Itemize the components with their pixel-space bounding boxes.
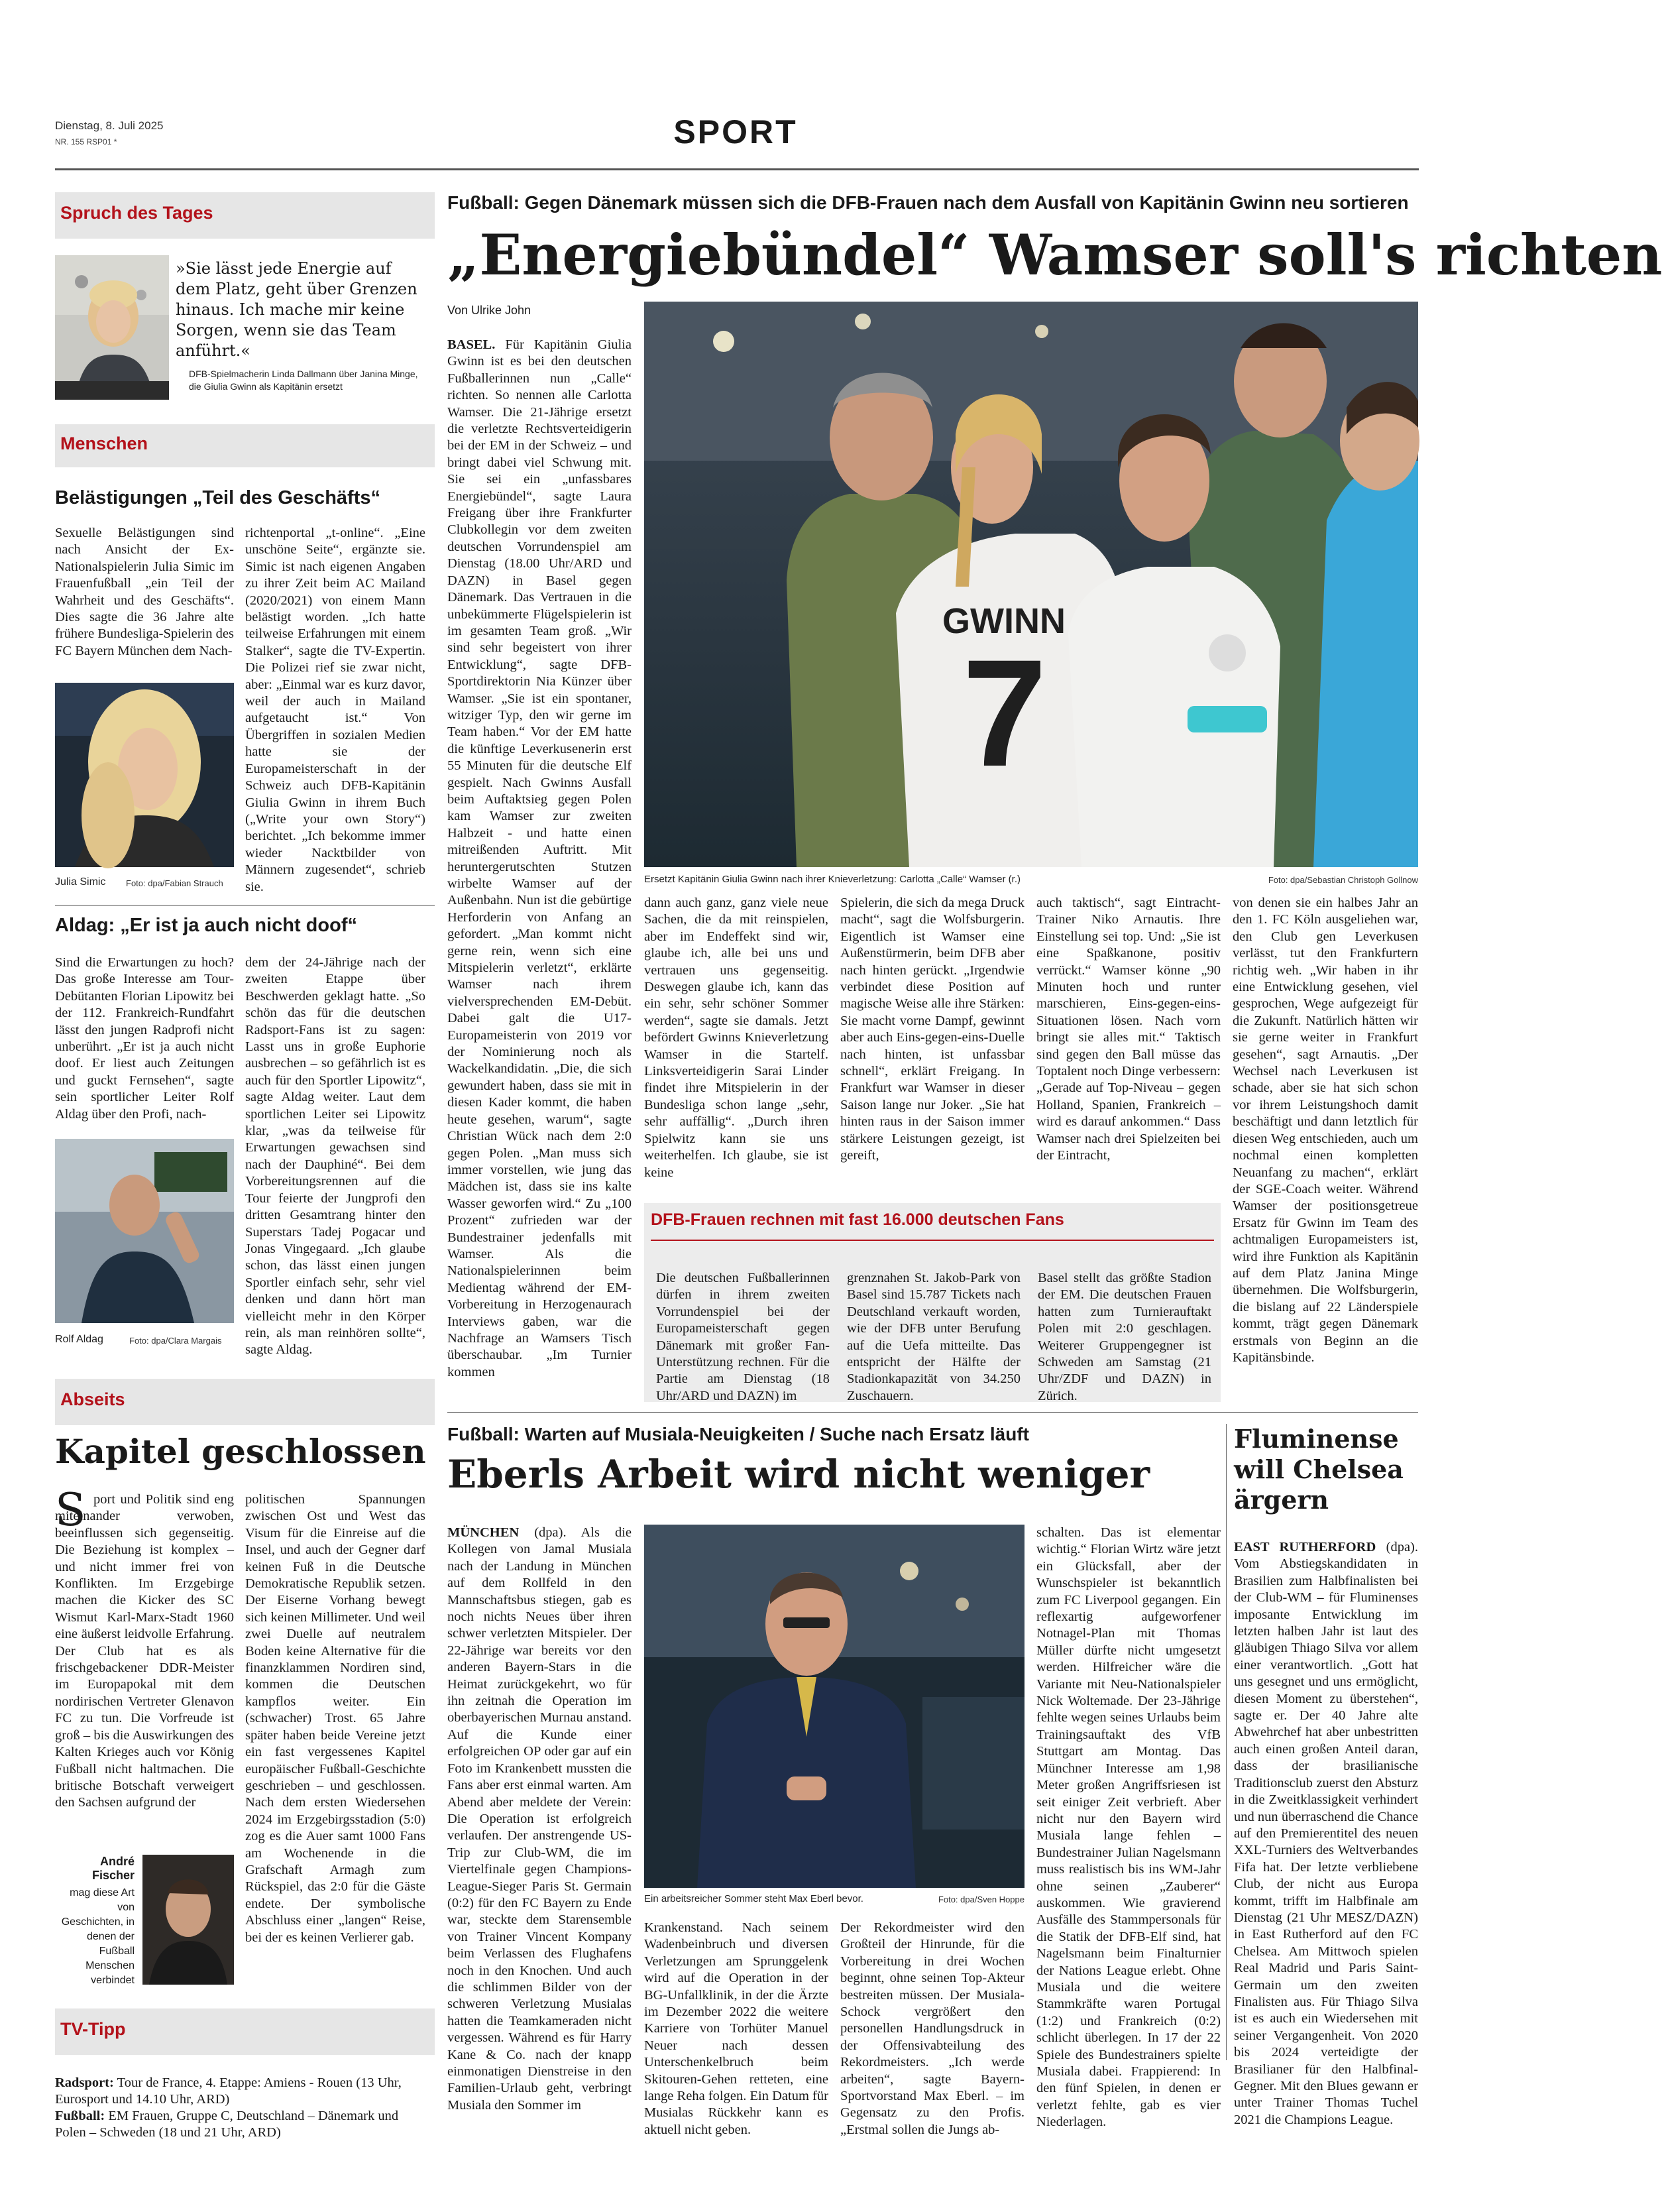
jersey-name: GWINN [942, 601, 1066, 641]
flu-title: Fluminense will Chelsea ärgern [1234, 1424, 1404, 1515]
eberl-title: Eberls Arbeit wird nicht weniger [447, 1452, 1150, 1497]
rolf-aldag-name: Rolf Aldag [55, 1334, 103, 1345]
andre-fischer-photo [142, 1855, 234, 1985]
julia-simic-name: Julia Simic [55, 876, 106, 888]
abseits-author: André Fischer [91, 1855, 135, 1882]
masthead-code: NR. 155 RSP01 * [55, 137, 117, 146]
tvtipp-line2-text: EM Frauen, Gruppe C, Deutschland – Dänemark und Polen – Schweden (18 und 21 Uhr, ARD) [55, 2109, 399, 2140]
flu-text [1234, 1539, 1419, 2127]
fans-col1: Die deutschen Fußballerinnen dürfen in ihrem zweiten Vorrundenspiel bei der Europameisterschaft gegen Dänemark mit großer Fan-Unterstützung rechnen. Für die Partie am Dienstag (18 Uhr/ARD und DAZN) im [656, 1271, 830, 1403]
spruch-header: Spruch des Tages [55, 192, 435, 239]
lead-col1-text: Für Kapitänin Giulia Gwinn ist es bei den deutschen Fußballerinnen nun „Calle“ richten. So nennen alle Carlotta Wamser. Die 21-Jährige ersetzt die verletzte Rechtsverteidigerin bei der EM in der Schweiz – und bringt dabei viel Schwung mit. Sie sei ein „unfassbares Energiebündel“, sagte Laura Freigang über ihre Frankfurter Clubkollegin vor dem zweiten deutschen Vorrundenspiel am Dienstag (18.00 Uhr/ARD und DAZN) in Basel gegen Dänemark. Das Vertrauen in die unbekümmerte Flügelspielerin ist im gesamten Team groß. „Wir sind sehr begeistert von ihrer Entwicklung“, sagte DFB-Sportdirektorin Nia Künzer über Wamser. „Sie ist ein spontaner, witziger Typ, den wir gerne im Team haben.“ Vor der EM hatte die künftige Leverkusenerin erst 55 Minuten für die deutsche Elf gespielt. Nach Gwinns Ausfall beim Auftaktsieg gegen Polen kam Wamser zur zweiten Halbzeit - und hatte einen mitreißenden Auftritt. Mit heruntergerutschten Stutzen wirbelte Wamser auf der Außenbahn. Nun ist die gebürtige Herforderin von Anfang an gefordert. „Man kommt nicht gerne rein, wenn sich eine Mitspielerin verletzt“, erklärte Wamser nach ihrem vielversprechenden EM-Debüt. Dabei galt die U17-Europameisterin von 2019 vor der Nominierung noch als Wackelkandidatin. „Die, die sich gewundert haben, dass sie mit in diesen Kader kommt, die haben heute gesehen, warum“, sagte Christian Wück nach dem 2:0 gegen Polen. „Man muss sich immer vorstellen, wie jung das Mädchen ist, dass sie ins kalte Wasser geworfen wird.“ Zu „100 Prozent“ zufrieden war der Bundestrainer jedenfalls mit Wamser. Als die Nationalspielerinnen beim Medientag während der EM-Vorbereitung in Herzogenaurach Interviews gaben, war die Nachfrage an Wamsers Tisch überschaubar. „Im Turnier kommen [447, 337, 632, 1379]
lead-col2: dann auch ganz, ganz viele neue Sachen, die da mit reinspielen, aber im Endeffekt sind wir, glaube ich, alle bei uns und vertrauen uns gegenseitig. Deswegen glaube ich, kann das ein sehr, sehr schöner Sommer werden“, sagte sie damals. Jetzt befördert Gwinns Knieverletzung Wamser in die Startelf. Linksverteidigerin Sarai Linder findet ihre Mitspielerin in der Bundesliga schon lange „sehr, sehr auffällig“. „Durch ihren Spielwitz kann sie uns weiterhelfen. Ich glaube, sie ist keine [644, 896, 828, 1180]
tvtipp-line2 [55, 2108, 429, 2142]
lead-photo [644, 302, 1418, 867]
jersey-number: 7 [962, 628, 1047, 798]
abseits-dropcap: S [55, 1484, 86, 1537]
lead-title: „Energiebündel“ Wamser soll's richten [447, 222, 1662, 288]
menschen-story2-title: Aldag: „Er ist ja auch nicht doof“ [55, 915, 357, 936]
abseits-author-note: mag diese Art von Geschichten, in denen der Fußball Menschen verbindet [61, 1887, 135, 1986]
eberl-photo-caption: Ein arbeitsreicher Sommer steht Max Eberl bevor. [644, 1893, 863, 1904]
spruch-quote: »Sie lässt jede Energie auf dem Platz, geht über Grenzen hinaus. Ich mache mir keine Sorgen, wenn sie das Team anführt.« [176, 259, 417, 360]
menschen-story2-col2: dem der 24-Jährige nach der zweiten Etappe über Beschwerden geklagt hatte. „So schön das für die deutschen Radsport-Fans ist zu sagen: Lasst uns in große Euphorie ausbrechen – so gefährlich ist es auch für den Sportler Lipowitz“, sagte Aldag weiter. Laut dem sportlichen Leiter sei Lipowitz klar, „was da teilweise für Erwartungen gewachsen sind nach der Dauphiné“. Bei dem Vorbereitungsrennen auf die Tour feierte der Jungprofi den dritten Gesamtrang hinter den Superstars Tadej Pogacar und Jonas Vingegaard. „Ich glaube schon, das lässt einen jungen Sportler einfach sehr, sehr viel denken und dann hört man vielleicht mehr in den Körper rein, als man reinhören sollte“, sagte Aldag. [245, 955, 425, 1358]
abseits-col1: port und Politik sind eng miteinander verwoben, beeinflussen sich gegenseitig. Die Beziehung ist komplex – und nicht immer frei von Konflikten. Im Erzgebirge machen die Kicker des SC Wismut Karl-Marx-Stadt 1960 eine äußerst leidvolle Erfahrung. Der Club hat es als frischgebackener DDR-Meister im Europapokal mit dem nordirischen Vertreter Glenavon FC zu tun. Die Vorfreude ist groß – bis die Auswirkungen des Kalten Krieges auch vor König Fußball nicht haltmachen. Die britische Botschaft verweigert den Sachsen aufgrund der [55, 1492, 234, 1810]
lead-col1 [447, 337, 632, 1409]
julia-simic-credit: Foto: dpa/Fabian Strauch [126, 878, 223, 888]
section-title: SPORT [673, 113, 798, 150]
lead-col3: Spielerin, die sich da mega Druck macht“, sagt die Wolfsburgerin. Eigentlich ist Wamser eine Außenstürmerin, beim DFB aber nach hinten gerückt. „Irgendwie verbindet diese Position auf magische Weise alle ihre Stärken: Sie macht vorne Dampf, gewinnt aber auch Eins-gegen-eins-Duelle nach hinten, ist unfassbar schnell“, erklärt Freigang. In Frankfurt war Wamser in dieser Saison lange nur Joker. „Sie hat hinten raus in der Saison immer stärkere Leistungen gezeigt, ist gereift, [840, 896, 1025, 1163]
lead-col5: von denen sie ein halbes Jahr an den 1. FC Köln ausgeliehen war, den Club gen Leverkusen verlässt, tut den Frankfurtern richtig weh. „Wir haben in ihr eine Entwicklung gesehen, viel gesprochen, Wege aufgezeigt für die Zukunft. Natürlich hätten wir sie gerne weiter in Frankfurt gesehen“, sagt Arnautis. „Der Wechsel nach Leverkusen ist schade, aber sie hat sich schon vor ihrem Leistungshoch damit beschäftigt und dann letztlich für diesen Weg entschieden, auch um nochmal einen kompletten Neuanfang zu machen“, erklärt der SGE-Coach weiter. Während Wamser der positionsgetreue Ersatz für Gwinn im Team des achtmaligen Europameisters ist, wird ihre Funktion als Kapitänin auf dem Platz Janina Minge übernehmen. Die Wolfsburgerin, die bislang auf 22 Länderspiele kommt, trägt gegen Dänemark erstmals von Beginn an die Kapitänsbinde. [1233, 896, 1418, 1365]
tvtipp-line1 [55, 2075, 429, 2109]
lead-photo-caption: Ersetzt Kapitänin Giulia Gwinn nach ihrer Knieverletzung: Carlotta „Calle“ Wamser (r.) [644, 874, 1021, 885]
masthead-date: Dienstag, 8. Juli 2025 [55, 119, 164, 132]
eberl-col1 [447, 1525, 632, 2113]
eberl-kicker: Fußball: Warten auf Musiala-Neuigkeiten / Suche nach Ersatz läuft [447, 1424, 1029, 1444]
abseits-title: Kapitel geschlossen [55, 1432, 426, 1471]
eberl-col2: Krankenstand. Nach seinem Wadenbeinbruch und diversen Verletzungen am Sprunggelenk wird auf die Operation in der BG-Unfallklinik, in der die Ärzte im Dezember 2022 die weitere Karriere von Torhüter Manuel Neuer nach dessen Unterschenkelbruch beim Skitouren-Gehen retteten, eine lange Reha folgen. Ein Datum für Musialas Rückkehr kann es aktuell nicht geben. [644, 1920, 828, 2137]
eberl-col4: schalten. Das ist elementar wichtig.“ Florian Wirtz wäre jetzt ein Glücksfall, aber der Wunschspieler ist bekanntlich zum FC Liverpool gegangen. Ein reflexartig aufgeworfener Notnagel-Plan mit Thomas Müller dürfte nicht umgesetzt werden. Hilfreicher wäre die Variante mit Neu-Nationalspieler Nick Woltemade. Der 23-Jährige fehlte wegen seines Urlaubs beim Trainingsauftakt des VfB Stuttgart am Montag. Das Münchner Interesse am 1,98 Meter großen Angriffsriesen ist seit einiger Zeit verbrieft. Aber nicht nur den Bayern wird Musiala lange fehlen – Bundestrainer Julian Nagelsmann muss realistisch bis ins WM-Jahr ohne seinen „Zauberer“ auskommen. Wie gravierend Ausfälle des Stammpersonals für die Statik der DFB-Elf sind, hat Nagelsmann beim Finalturnier der Nations League erlebt. Ohne Musiala und die weitere Stammkräfte waren Portugal (1:2) und Frankreich (0:2) schlicht überlegen. In 17 der 22 Spiele des Bundestrainers spielte Musiala dabei. Frappierend: In den fünf Spielen, in denen er verletzt fehlte, gab es vier Niederlagen. [1036, 1525, 1221, 2130]
tvtipp-line1-label: Radsport: [55, 2075, 114, 2090]
lead-col4: auch taktisch“, sagt Eintracht-Trainer Niko Arnautis. Ihre Einstellung sei top. Und: „Sie ist eine Spaßkanone, positiv verrückt.“ Wamser könne „90 Minuten hoch und runter marschieren, Eins-gegen-eins-Situationen lösen. Nach vorn bringt sie alles mit.“ Taktisch sind gegen den Ball müsse das Toptalent noch Dinge verbessern: „Gerade auf Top-Niveau – gegen Holland, Spanien, Frankreich – wird es darauf ankommen.“ Dass Wamser nach drei Spielzeiten bei der Eintracht, [1036, 896, 1221, 1163]
lead-photo-credit: Foto: dpa/Sebastian Christoph Gollnow [1268, 875, 1418, 885]
lead-bottom-rule [447, 1412, 1418, 1413]
menschen-header: Menschen [55, 424, 435, 467]
lead-kicker: Fußball: Gegen Dänemark müssen sich die DFB-Frauen nach dem Ausfall von Kapitänin Gwinn neu sortieren [447, 192, 1409, 213]
eberl-col3: Der Rekordmeister wird den Großteil der Hinrunde, für die Vorbereitung in drei Wochen beginnt, ohne seinen Top-Akteur bestreiten müssen. Der Musiala-Schock vergrößert den personellen Handlungsdruck in der Offensivabteilung des Rekordmeisters. „Ich werde arbeiten“, sagte Bayern-Sportvorstand Max Eberl. – im Gegensatz zu den Profis. „Erstmal sollen die Jungs ab- [840, 1920, 1025, 2137]
menschen-story1-col1: Sexuelle Belästigungen sind nach Ansicht der Ex-Nationalspielerin Julia Simic im Frauenfußball „ein Teil der Wahrheit und des Geschäfts“. Dies sagte die 36 Jahre alte frühere Bundesliga-Spielerin des FC Bayern München dem Nach- [55, 526, 234, 658]
menschen-story1-col2: richtenportal „t-online“. „Eine unschöne Seite“, ergänzte sie. Simic ist nach eigenen Angaben zu ihrer Zeit beim AC Mailand (2020/2021) von einem Mann belästigt worden. „Ich hatte teilweise Erfahrungen mit einem Stalker“, sagte die TV-Expertin. Die Polizei rief sie zwar nicht, aber: „Einmal war es kurz davor, weil der auch in Mailand aufgetaucht ist.“ Von Übergriffen in sozialen Medien hatte sie der Europameisterschaft in der Schweiz auch DFB-Kapitänin Giulia Gwinn in ihrem Buch („Write your own Story“) berichtet. „Ich bekomme immer wieder Nacktbilder von Männern zugesendet“, schrieb sie. [245, 526, 425, 894]
masthead-rule [55, 168, 1419, 170]
abseits-col2: politischen Spannungen zwischen Ost und West das Visum für die Einreise auf die Insel, und auch der Gegner darf keinen Fuß in die Deutsche Demokratische Republik setzen. Der Eiserne Vorhang bewegt sich keinen Millimeter. Und weil zwei Duelle auf neutralem Boden keine Alternative für die finanzklammen Nordiren sind, kommen die Deutschen kampflos weiter. Ein (schwacher) Trost. 65 Jahre später haben beide Vereine jetzt ein fast vergessenes Kapitel europäischer Fußball-Geschichte geschrieben – und geschlossen. Nach dem ersten Wiedersehen 2024 im Erzgebirgsstadion (5:0) zog es die Auer samt 1000 Fans am Wochenende in die Grafschaft Armagh zum Rückspiel, das 2:0 für die Gäste endete. Der symbolische Abschluss einer „langen“ Reise, bei der es keinen Verlierer gab. [245, 1492, 425, 1945]
fans-title: DFB-Frauen rechnen mit fast 16.000 deutschen Fans [651, 1210, 1064, 1229]
rolf-aldag-photo [55, 1139, 234, 1323]
flu-body: (dpa). Vom Abstiegskandidaten in Brasilien zum Halbfinalisten bei der Club-WM – für Fluminenses imposante Entwicklung im letzten halben Jahr ist laut des gläubigen Thiago Silva vor allem einer verantwortlich. „Gott hat uns gesegnet und uns ermöglicht, diesen Moment zu überstehen“, sagte er. Der 40 Jahre alte Abwehrchef hat aber unbestritten auch einen großen Anteil daran, dass der brasilianische Traditionsclub zuerst den Absturz in die Zweitklassigkeit verhindert und nun überraschend die Chance auf den Premierentitel des neuen XXL-Turniers des Weltverbandes Fifa hat. Der letzte verbliebene Club, der nicht aus Europa kommt, trifft im Halbfinale am Dienstag (21 Uhr MESZ/DAZN) in East Rutherford auf den FC Chelsea. Am Mittwoch spielen Real Madrid und Paris Saint-Germain um den zweiten Finalisten aus. Für Thiago Silva ist es auch ein Wiedersehen mit seiner Vergangenheit. Von 2020 bis 2024 verteidigte der Brasilianer für den Halbfinal-Gegner. Mit den Blues gewann er unter Trainer Thomas Tuchel 2021 die Champions League. [1234, 1540, 1419, 2127]
rolf-aldag-credit: Foto: dpa/Clara Margais [129, 1336, 222, 1346]
tvtipp-header: TV-Tipp [55, 2008, 435, 2055]
spruch-photo [55, 255, 169, 400]
abseits-header: Abseits [55, 1379, 435, 1425]
spruch-caption: DFB-Spielmacherin Linda Dallmann über Janina Minge, die Giulia Gwinn als Kapitänin ersetzt [189, 369, 418, 392]
menschen-story1-title: Belästigungen „Teil des Geschäfts“ [55, 487, 380, 508]
eberl-photo-credit: Foto: dpa/Sven Hoppe [938, 1894, 1025, 1904]
fans-rule [651, 1240, 1214, 1241]
flu-dateline: EAST RUTHERFORD [1234, 1540, 1376, 1554]
julia-simic-photo [55, 683, 234, 867]
menschen-story2-col1: Sind die Erwartungen zu hoch? Das große Interesse am Tour-Debütanten Florian Lipowitz bei der 112. Frankreich-Rundfahrt lässt den jungen Radprofi nicht unberührt. „Er ist ja auch nicht doof. Er liest auch Zeitungen und guckt Fernsehen“, sagte sein sportlicher Leiter Rolf Aldag über den Profi, nach- [55, 955, 234, 1122]
fans-col2: grenznahen St. Jakob-Park von Basel sind 15.787 Tickets nach Deutschland verkauft worden, wie der DFB unter Berufung auf die Uefa mitteilte. Das entspricht der Hälfte der Stadionkapazität von 34.250 Zuschauern. [847, 1271, 1021, 1403]
eberl-photo [644, 1525, 1025, 1888]
eberl-dateline: MÜNCHEN [447, 1525, 520, 1540]
flu-vertical-rule [1226, 1424, 1227, 2060]
eberl-col1-text: (dpa). Als die Kollegen von Jamal Musiala nach der Landung in München auf dem Rollfeld in den Mannschaftsbus stiegen, gab es noch nichts Neues über ihren schwer verletzten Mitspieler. Der 22-Jährige war bereits vor den anderen Bayern-Stars in die Heimat zurückgekehrt, wo für ihn zeitnah die Operation im oberbayerischen Murnau anstand. Auf die Kunde einer erfolgreichen OP oder gar auf ein Foto im Krankenbett mussten die Fans aber erst einmal warten. Am Abend aber meldete der Verein: Die Operation ist erfolgreich verlaufen. Der anstrengende US-Trip zur Club-WM, die im Viertelfinale gegen Champions-League-Sieger Paris St. Germain (0:2) für den FC Bayern zu Ende war, steckte dem Starensemble von Trainer Vincent Kompany beim Verlassen des Flughafens noch in den Knochen. Und auch die schlimmen Bilder von der schweren Verletzung Musialas hatten die Teamkameraden nicht vergessen. Während es für Harry Kane & Co. nach der knapp einmonatigen Dienstreise in den Familien-Urlaub geht, verbringt Musiala den Sommer im [447, 1525, 632, 2113]
lead-dateline: BASEL. [447, 337, 496, 352]
fans-col3: Basel stellt das größte Stadion der EM. Die deutschen Frauen hatten zum Turnierauftakt Polen mit 2:0 geschlagen. Weiterer Gruppengegner ist Schweden am Samstag (21 Uhr/ZDF und DAZN) in Zürich. [1038, 1271, 1211, 1403]
lead-byline: Von Ulrike John [447, 304, 531, 317]
tvtipp-line2-label: Fußball: [55, 2109, 105, 2123]
tvtipp-line1-text: Tour de France, 4. Etappe: Amiens - Rouen (13 Uhr, Eurosport und 14.10 Uhr, ARD) [55, 2075, 402, 2107]
